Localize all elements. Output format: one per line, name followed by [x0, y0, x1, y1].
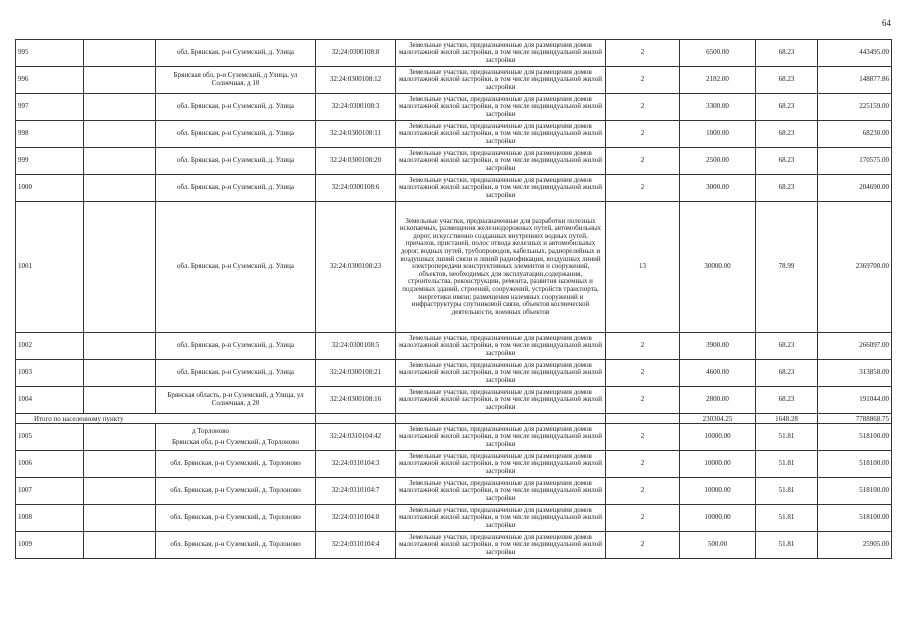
table-row	[16, 148, 892, 175]
cadastral-number: 32:24:0310104:42	[316, 424, 396, 451]
rate-value: 68.23	[756, 333, 818, 360]
area-value: 6500.00	[680, 40, 756, 67]
group-number: 2	[606, 532, 680, 559]
address-cell: обл. Брянская, р-н Суземский, д. Торлоново	[156, 478, 316, 505]
cadastral-number: 32:24:0300108:21	[316, 360, 396, 387]
cost-value: 170575.00	[818, 148, 892, 175]
area-value: 1000.00	[680, 121, 756, 148]
rate-value: 68.23	[756, 40, 818, 67]
table-row	[16, 478, 892, 505]
cadastral-number: 32:24:0310104:7	[316, 478, 396, 505]
table-row	[16, 333, 892, 360]
blank-cell	[84, 387, 156, 414]
address-text: Брянская обл, р-н Суземский, д Торлоново	[172, 437, 299, 446]
cost-value: 518100.00	[818, 424, 892, 451]
blank-cell	[84, 121, 156, 148]
group-number: 2	[606, 505, 680, 532]
table-row	[16, 387, 892, 414]
address-cell: обл. Брянская, р-н Суземский, д. Улица	[156, 175, 316, 202]
land-use-description: Земельные участки, предназначенные для размещения домов малоэтажной жилой застройки, в том числе индивидуальной жилой застройки	[396, 67, 606, 94]
table-body-before-total	[16, 40, 892, 414]
blank-cell	[84, 202, 156, 333]
land-use-description: Земельные участки, предназначенные для размещения домов малоэтажной жилой застройки, в том числе индивидуальной жилой застройки	[396, 424, 606, 451]
area-value: 10000.00	[680, 505, 756, 532]
group-number: 2	[606, 478, 680, 505]
area-value: 30000.00	[680, 202, 756, 333]
cost-value: 204690.00	[818, 175, 892, 202]
table-row	[16, 175, 892, 202]
cost-value: 225159.00	[818, 94, 892, 121]
cost-value: 148877.86	[818, 67, 892, 94]
blank-cell	[84, 478, 156, 505]
row-number: 996	[16, 67, 84, 94]
area-value: 2800.00	[680, 387, 756, 414]
blank-cell	[84, 333, 156, 360]
address-cell: обл. Брянская, р-н Суземский, д. Улица	[156, 148, 316, 175]
land-use-description: Земельные участки, предназначенные для размещения домов малоэтажной жилой застройки, в том числе индивидуальной жилой застройки	[396, 40, 606, 67]
area-value: 10000.00	[680, 451, 756, 478]
table-row	[16, 94, 892, 121]
group-number: 2	[606, 387, 680, 414]
cadastral-number: 32:24:0300108:12	[316, 67, 396, 94]
rate-value: 51.81	[756, 532, 818, 559]
table-row	[16, 451, 892, 478]
group-number: 2	[606, 424, 680, 451]
table-row	[16, 202, 892, 333]
blank-cell	[84, 94, 156, 121]
land-use-description: Земельные участки, предназначенные для размещения домов малоэтажной жилой застройки, в том числе индивидуальной жилой застройки	[396, 532, 606, 559]
land-use-description: Земельные участки, предназначенные для размещения домов малоэтажной жилой застройки, в том числе индивидуальной жилой застройки	[396, 94, 606, 121]
row-number: 1009	[16, 532, 84, 559]
land-use-description: Земельные участки, предназначенные для размещения домов малоэтажной жилой застройки, в том числе индивидуальной жилой застройки	[396, 148, 606, 175]
rate-value: 68.23	[756, 387, 818, 414]
cost-value: 2369700.00	[818, 202, 892, 333]
row-number: 1006	[16, 451, 84, 478]
area-value: 3900.00	[680, 333, 756, 360]
area-value: 500.00	[680, 532, 756, 559]
land-use-description: Земельные участки, предназначенные для размещения домов малоэтажной жилой застройки, в том числе индивидуальной жилой застройки	[396, 451, 606, 478]
table-body-total	[16, 414, 892, 424]
area-value: 3300.00	[680, 94, 756, 121]
blank-cell	[84, 360, 156, 387]
group-number: 2	[606, 67, 680, 94]
total-label: Итого по населенному пункту	[16, 414, 316, 424]
address-cell: Брянская область, р-н Суземский, д Улица, ул Солнечная, д 20	[156, 387, 316, 414]
total-area: 230304.25	[680, 414, 756, 424]
cost-value: 266097.00	[818, 333, 892, 360]
address-cell: обл. Брянская, р-н Суземский, д. Улица	[156, 360, 316, 387]
land-use-description: Земельные участки, предназначенные для размещения домов малоэтажной жилой застройки, в том числе индивидуальной жилой застройки	[396, 505, 606, 532]
address-cell: обл. Брянская, р-н Суземский, д. Улица	[156, 121, 316, 148]
cost-value: 518100.00	[818, 478, 892, 505]
rate-value: 51.81	[756, 478, 818, 505]
cost-value: 443495.00	[818, 40, 892, 67]
cadastral-number: 32:24:0300108:20	[316, 148, 396, 175]
row-number: 999	[16, 148, 84, 175]
group-number: 2	[606, 451, 680, 478]
row-number: 1007	[16, 478, 84, 505]
area-value: 4600.00	[680, 360, 756, 387]
total-cost: 7788868.75	[818, 414, 892, 424]
rate-value: 68.23	[756, 94, 818, 121]
cadastral-number: 32:24:0300108:3	[316, 94, 396, 121]
blank-cell	[84, 532, 156, 559]
rate-value: 68.23	[756, 175, 818, 202]
cost-value: 68230.00	[818, 121, 892, 148]
blank-cell	[84, 175, 156, 202]
cadastral-number: 32:24:0300108:11	[316, 121, 396, 148]
row-number: 997	[16, 94, 84, 121]
row-number: 995	[16, 40, 84, 67]
cadastral-number: 32:24:0300108:23	[316, 202, 396, 333]
group-number: 2	[606, 148, 680, 175]
row-number: 1000	[16, 175, 84, 202]
rate-value: 68.23	[756, 360, 818, 387]
table-row	[16, 532, 892, 559]
address-cell: обл. Брянская, р-н Суземский, д. Торлоново	[156, 532, 316, 559]
land-use-description: Земельные участки, предназначенные для разработки полезных ископаемых, размещения железнодорожных путей, автомобильных дорог, искусственно созданных внутренних водных путей, причалов, пристаней, полос отвода железных и автомобильных дорог, водных путей, трубопроводов, кабельных, радиорелейных и воздушных линий связи и линий радиофикации, воздушных линий электропередачи конструктивных элементов и сооружений, объектов, необходимых для эксплуатации,содержания, строительства, реконструкции, ремонта, развития наземных и подземных зданий, строений, сооружений, устройств транспорта, энергетики ивязи; размещения наземных сооружений и инфраструктуры спутниковой связи, объектов космической деятельности, военных объектов	[396, 202, 606, 333]
group-number: 2	[606, 360, 680, 387]
row-number: 1008	[16, 505, 84, 532]
blank-cell	[84, 505, 156, 532]
area-value: 10000.00	[680, 424, 756, 451]
blank-cell	[84, 148, 156, 175]
cadastral-number: 32:24:0300108:8	[316, 40, 396, 67]
cadastral-number: 32:24:0310104:8	[316, 505, 396, 532]
address-cell: обл. Брянская, р-н Суземский, д. Улица	[156, 333, 316, 360]
group-number: 13	[606, 202, 680, 333]
cost-value: 191044.00	[818, 387, 892, 414]
address-cell: обл. Брянская, р-н Суземский, д. Улица	[156, 202, 316, 333]
table-row	[16, 121, 892, 148]
rate-value: 68.23	[756, 148, 818, 175]
cadastral-number: 32:24:0310104:3	[316, 451, 396, 478]
total-blank-description	[396, 414, 606, 424]
address-cell: Брянская обл, р-н Суземский, д Улица, ул Солнечная, д 10	[156, 67, 316, 94]
row-number: 1004	[16, 387, 84, 414]
cadastral-number: 32:24:0300108:6	[316, 175, 396, 202]
cadastral-number: 32:24:0300108:5	[316, 333, 396, 360]
table-row	[16, 424, 892, 451]
land-use-description: Земельные участки, предназначенные для размещения домов малоэтажной жилой застройки, в том числе индивидуальной жилой застройки	[396, 478, 606, 505]
row-number: 1003	[16, 360, 84, 387]
total-rate: 1648.28	[756, 414, 818, 424]
address-cell: обл. Брянская, р-н Суземский, д. Торлоново	[156, 451, 316, 478]
row-number: 998	[16, 121, 84, 148]
group-number: 2	[606, 94, 680, 121]
row-number: 1002	[16, 333, 84, 360]
table-row	[16, 40, 892, 67]
table-row	[16, 67, 892, 94]
locality-label: д Торлоново	[192, 426, 229, 435]
blank-cell	[84, 424, 156, 451]
row-number: 1005	[16, 424, 84, 451]
group-number: 2	[606, 175, 680, 202]
cost-value: 313858.00	[818, 360, 892, 387]
group-number: 2	[606, 40, 680, 67]
rate-value: 51.81	[756, 451, 818, 478]
rate-value: 68.23	[756, 121, 818, 148]
cost-value: 518100.00	[818, 505, 892, 532]
rate-value: 78.99	[756, 202, 818, 333]
cadastral-number: 32:24:0310104:4	[316, 532, 396, 559]
table-row	[16, 360, 892, 387]
land-cadastral-table	[15, 39, 892, 559]
land-use-description: Земельные участки, предназначенные для размещения домов малоэтажной жилой застройки, в том числе индивидуальной жилой застройки	[396, 175, 606, 202]
blank-cell	[84, 67, 156, 94]
page-number: 64	[882, 18, 891, 28]
total-blank-group	[606, 414, 680, 424]
land-use-description: Земельные участки, предназначенные для размещения домов малоэтажной жилой застройки, в том числе индивидуальной жилой застройки	[396, 387, 606, 414]
address-cell: обл. Брянская, р-н Суземский, д. Улица	[156, 40, 316, 67]
area-value: 3000.00	[680, 175, 756, 202]
area-value: 2182.00	[680, 67, 756, 94]
cost-value: 25905.00	[818, 532, 892, 559]
land-use-description: Земельные участки, предназначенные для размещения домов малоэтажной жилой застройки, в том числе индивидуальной жилой застройки	[396, 121, 606, 148]
address-cell: обл. Брянская, р-н Суземский, д. Улица	[156, 94, 316, 121]
rate-value: 68.23	[756, 67, 818, 94]
land-use-description: Земельные участки, предназначенные для размещения домов малоэтажной жилой застройки, в том числе индивидуальной жилой застройки	[396, 333, 606, 360]
group-number: 2	[606, 121, 680, 148]
group-number: 2	[606, 333, 680, 360]
row-number: 1001	[16, 202, 84, 333]
rate-value: 51.81	[756, 424, 818, 451]
area-value: 10000.00	[680, 478, 756, 505]
cadastral-number: 32:24:0300108:16	[316, 387, 396, 414]
cost-value: 518100.00	[818, 451, 892, 478]
land-use-description: Земельные участки, предназначенные для размещения домов малоэтажной жилой застройки, в том числе индивидуальной жилой застройки	[396, 360, 606, 387]
blank-cell	[84, 451, 156, 478]
address-cell: обл. Брянская, р-н Суземский, д. Торлоново	[156, 505, 316, 532]
address-cell	[156, 424, 316, 451]
total-blank-cadastral	[316, 414, 396, 424]
table-body-after-total	[16, 424, 892, 559]
blank-cell	[84, 40, 156, 67]
rate-value: 51.81	[756, 505, 818, 532]
total-row	[16, 414, 892, 424]
table-row	[16, 505, 892, 532]
area-value: 2500.00	[680, 148, 756, 175]
